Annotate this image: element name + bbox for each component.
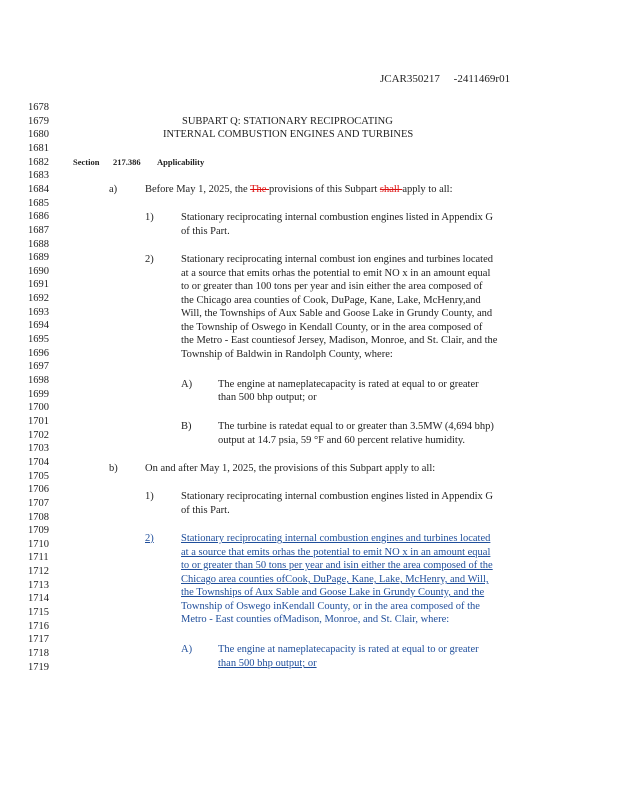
line-number: 1696 [28, 347, 49, 359]
para-b2-line: the Townships of Aux Sable and Goose Lake in Grundy County, and the [181, 587, 485, 598]
line-number: 1683 [28, 170, 49, 182]
line-number: 1700 [28, 402, 49, 414]
line-number: 1688 [28, 238, 49, 250]
line-number: 1686 [28, 211, 49, 223]
line-number: 1711 [28, 552, 49, 564]
para-b2-line: Metro - East counties ofMadison, Monroe, and St. Clair, where: [181, 614, 450, 625]
para-a-post: apply to all: [402, 184, 453, 195]
section-label: Section [73, 157, 100, 167]
para-a2-line: Township of Baldwin in Randolph County, where: [181, 349, 393, 360]
para-a2B-line: output at 14.7 psia, 59 °F and 60 percent relative humidity. [218, 435, 466, 446]
line-number: 1709 [28, 525, 49, 537]
doc-id: JCAR350217 [380, 73, 440, 85]
para-a2B-line: The turbine is ratedat equal to or greater than 3.5MW (4,694 bhp) [218, 421, 494, 432]
deleted-text: shall [379, 184, 403, 195]
line-number: 1698 [28, 375, 49, 386]
para-a2-line: to or greater than 100 tons per year and isin either the area composed of [181, 281, 483, 292]
para-b1-label: 1) [145, 491, 154, 502]
line-number: 1699 [28, 388, 49, 400]
para-a-label: a) [109, 184, 118, 195]
line-number: 1718 [28, 648, 49, 659]
para-b2-line: to or greater than 50 tons per year and isin either the area composed of the [181, 560, 493, 571]
para-a2A-label: A) [181, 379, 193, 390]
line-number: 1702 [28, 429, 49, 441]
line-number: 1713 [28, 579, 49, 591]
para-a2B-label: B) [181, 421, 192, 432]
para-a-pre: Before May 1, 2025, the [145, 184, 251, 195]
para-a2-line: Will, the Townships of Aux Sable and Goose Lake in Grundy County, and [181, 308, 493, 319]
line-number: 1708 [28, 511, 49, 523]
line-number: 1692 [28, 293, 49, 305]
para-a2-line: at a source that emits orhas the potential to emit NO x in an amount equal [181, 268, 491, 279]
line-number: 1719 [28, 661, 49, 673]
line-number: 1680 [28, 129, 49, 141]
line-number: 1706 [28, 484, 49, 496]
line-number: 1716 [28, 620, 49, 632]
line-number: 1701 [28, 415, 49, 427]
line-number: 1693 [28, 306, 49, 318]
para-b2-line: at a source that emits orhas the potential to emit NO x in an amount equal [181, 547, 491, 558]
para-b2-label: 2) [145, 533, 154, 544]
deleted-text: The [250, 184, 270, 195]
para-b2-line: Stationary reciprocating internal combustion engines and turbines located [181, 533, 491, 544]
para-b2A-line: than 500 bhp output; or [218, 658, 317, 669]
para-a2A-line: The engine at nameplatecapacity is rated at equal to or greater [218, 379, 479, 390]
para-a2-line: the Chicago area counties of Cook, DuPage, Kane, Lake, McHenry,and [181, 295, 481, 306]
line-number: 1678 [28, 102, 49, 113]
line-number: 1687 [28, 224, 49, 236]
line-number: 1712 [28, 566, 49, 578]
line-number: 1710 [28, 538, 49, 550]
subpart-heading-line2: INTERNAL COMBUSTION ENGINES AND TURBINES [163, 129, 414, 140]
section-number: 217.386 [113, 157, 141, 167]
line-number: 1715 [28, 607, 49, 619]
para-b-text: On and after May 1, 2025, the provisions of this Subpart apply to all: [145, 463, 436, 474]
line-number: 1691 [28, 279, 49, 291]
para-b2A-label: A) [181, 644, 193, 655]
subpart-heading-line1: SUBPART Q: STATIONARY RECIPROCATING [182, 116, 393, 127]
para-b-label: b) [109, 463, 118, 474]
line-number: 1684 [28, 183, 49, 195]
line-number: 1679 [28, 115, 49, 127]
line-number: 1714 [28, 593, 49, 605]
para-a1-line: of this Part. [181, 226, 230, 237]
line-number: 1690 [28, 265, 49, 277]
para-a-text [145, 183, 453, 197]
rev-id: -2411469r01 [453, 73, 511, 85]
line-number: 1695 [28, 334, 49, 346]
line-number: 1717 [28, 634, 49, 646]
para-b2-line: Chicago area counties ofCook, DuPage, Kane, Lake, McHenry, and Will, [181, 574, 489, 585]
para-a1-line: Stationary reciprocating internal combustion engines listed in Appendix G [181, 212, 494, 223]
para-b1-line: of this Part. [181, 505, 230, 516]
para-b2-line: Township of Oswego inKendall County, or in the area composed of the [181, 601, 480, 612]
para-a2-label: 2) [145, 254, 154, 265]
para-a2-line: Stationary reciprocating internal combust ion engines and turbines located [181, 254, 493, 265]
para-b1-line: Stationary reciprocating internal combustion engines listed in Appendix G [181, 491, 494, 502]
para-a-mid: provisions of this Subpart [269, 184, 380, 195]
line-number: 1685 [28, 197, 49, 209]
line-number: 1697 [28, 361, 49, 373]
document-header [380, 73, 510, 85]
para-a2-line: the Township of Oswego in Kendall County, or in the area composed of [181, 322, 483, 333]
line-number: 1681 [28, 142, 49, 154]
line-number: 1689 [28, 252, 49, 264]
line-number: 1703 [28, 443, 49, 455]
line-number: 1707 [28, 497, 49, 509]
para-a1-label: 1) [145, 212, 154, 223]
line-number: 1682 [28, 156, 49, 168]
line-number: 1705 [28, 470, 49, 482]
section-title: Applicability [157, 157, 205, 167]
para-a2A-line: than 500 bhp output; or [218, 392, 317, 403]
para-a2-line: the Metro - East countiesof Jersey, Madison, Monroe, and St. Clair, and the [181, 335, 498, 346]
line-number: 1694 [28, 320, 49, 332]
line-number: 1704 [28, 456, 49, 468]
para-b2A-line: The engine at nameplatecapacity is rated at equal to or greater [218, 644, 479, 655]
